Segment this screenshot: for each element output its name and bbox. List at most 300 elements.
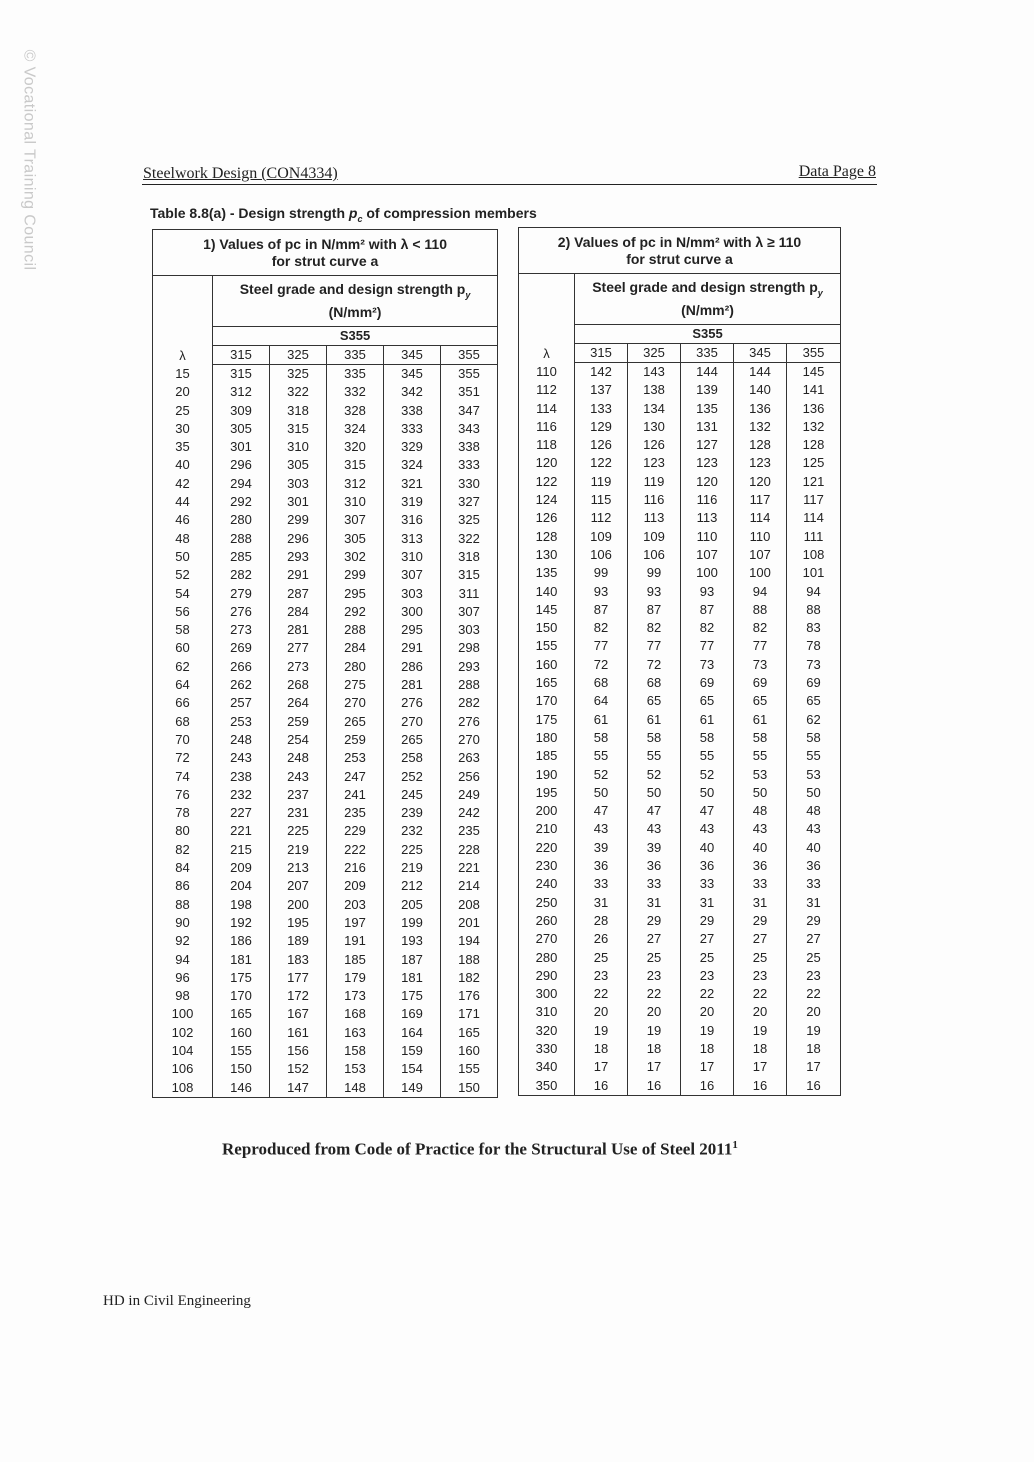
left-pc-cell: 181 — [213, 951, 270, 969]
left-lambda-cell: 44 — [153, 493, 213, 511]
right-pc-cell: 87 — [681, 601, 734, 619]
left-lambda-cell: 94 — [153, 951, 213, 969]
right-pc-cell: 16 — [734, 1077, 787, 1096]
table-title-symbol: p — [348, 205, 358, 221]
right-pc-cell: 93 — [681, 583, 734, 601]
left-pc-cell: 355 — [441, 365, 498, 384]
left-pc-cell: 232 — [384, 822, 441, 840]
right-pc-cell: 87 — [575, 601, 628, 619]
left-pc-cell: 312 — [327, 475, 384, 493]
table-row — [519, 711, 841, 729]
right-lambda-header: λ — [519, 344, 575, 363]
left-pc-cell: 163 — [327, 1024, 384, 1042]
left-pc-cell: 259 — [270, 713, 327, 731]
table-title-subscript: c — [357, 213, 363, 224]
table-row — [519, 454, 841, 472]
right-pc-cell: 23 — [734, 967, 787, 985]
right-lambda-cell: 310 — [519, 1003, 575, 1021]
right-pc-cell: 77 — [734, 637, 787, 655]
right-strength-335: 335 — [681, 344, 734, 363]
right-pc-cell: 50 — [787, 784, 841, 802]
left-pc-cell: 193 — [384, 932, 441, 950]
right-pc-cell: 117 — [787, 491, 841, 509]
left-pc-cell: 286 — [384, 658, 441, 676]
right-lambda-cell: 340 — [519, 1058, 575, 1076]
right-pc-cell: 137 — [575, 381, 628, 399]
right-lambda-cell: 114 — [519, 400, 575, 418]
left-pc-cell: 150 — [213, 1060, 270, 1078]
left-pc-cell: 222 — [327, 841, 384, 859]
left-lambda-cell: 54 — [153, 585, 213, 603]
left-pc-cell: 305 — [213, 420, 270, 438]
left-pc-cell: 332 — [327, 383, 384, 401]
left-lambda-cell: 40 — [153, 456, 213, 474]
right-pc-cell: 58 — [734, 729, 787, 747]
left-pc-cell: 338 — [441, 438, 498, 456]
left-title-line1: 1) Values of pc in N/mm² with λ < 110 — [203, 235, 447, 252]
right-lambda-cell: 290 — [519, 967, 575, 985]
left-pc-cell: 186 — [213, 932, 270, 950]
left-pc-cell: 315 — [441, 566, 498, 584]
left-pc-cell: 197 — [327, 914, 384, 932]
table-row — [153, 1024, 498, 1042]
right-subtitle-line1: Steel grade and design strength p — [592, 279, 818, 296]
left-pc-cell: 295 — [384, 621, 441, 639]
right-pc-cell: 83 — [787, 619, 841, 637]
right-pc-cell: 22 — [734, 985, 787, 1003]
right-pc-cell: 55 — [734, 747, 787, 765]
right-pc-cell: 77 — [575, 637, 628, 655]
right-pc-cell: 61 — [575, 711, 628, 729]
left-pc-cell: 277 — [270, 639, 327, 657]
right-pc-cell: 20 — [787, 1003, 841, 1021]
right-pc-cell: 39 — [575, 839, 628, 857]
left-pc-cell: 207 — [270, 877, 327, 895]
page-footer: HD in Civil Engineering — [103, 1293, 251, 1309]
left-pc-cell: 194 — [441, 932, 498, 950]
left-table-body — [153, 365, 498, 1098]
right-pc-cell: 17 — [734, 1058, 787, 1076]
right-pc-cell: 25 — [681, 949, 734, 967]
right-pc-cell: 16 — [628, 1077, 681, 1096]
table-row — [153, 530, 498, 548]
right-pc-cell: 138 — [628, 381, 681, 399]
left-pc-cell: 147 — [270, 1079, 327, 1098]
right-pc-cell: 43 — [787, 820, 841, 838]
right-pc-cell: 33 — [575, 875, 628, 893]
right-lambda-cell: 210 — [519, 820, 575, 838]
right-pc-cell: 58 — [628, 729, 681, 747]
right-pc-cell: 19 — [681, 1022, 734, 1040]
left-pc-cell: 242 — [441, 804, 498, 822]
right-pc-cell: 25 — [787, 949, 841, 967]
left-lambda-cell: 56 — [153, 603, 213, 621]
left-pc-cell: 235 — [441, 822, 498, 840]
left-strength-355: 355 — [441, 346, 498, 365]
right-pc-cell: 61 — [734, 711, 787, 729]
right-pc-cell: 36 — [787, 857, 841, 875]
right-pc-cell: 144 — [681, 363, 734, 382]
left-pc-cell: 284 — [270, 603, 327, 621]
table-row — [153, 969, 498, 987]
table-row — [153, 1042, 498, 1060]
right-subtitle-line2: (N/mm²) — [681, 301, 734, 318]
right-lambda-cell: 195 — [519, 784, 575, 802]
right-lambda-cell: 155 — [519, 637, 575, 655]
right-pc-cell: 16 — [681, 1077, 734, 1096]
left-pc-cell: 167 — [270, 1005, 327, 1023]
left-pc-cell: 270 — [384, 713, 441, 731]
right-pc-cell: 36 — [575, 857, 628, 875]
right-pc-cell: 93 — [575, 583, 628, 601]
right-pc-cell: 43 — [734, 820, 787, 838]
left-pc-cell: 282 — [441, 694, 498, 712]
left-pc-cell: 296 — [213, 456, 270, 474]
table-row — [153, 896, 498, 914]
table-row — [519, 564, 841, 582]
left-pc-cell: 294 — [213, 475, 270, 493]
right-pc-cell: 31 — [787, 894, 841, 912]
right-pc-cell: 111 — [787, 528, 841, 546]
left-pc-cell: 232 — [213, 786, 270, 804]
table-row — [153, 877, 498, 895]
right-pc-cell: 68 — [628, 674, 681, 692]
left-pc-cell: 295 — [327, 585, 384, 603]
left-pc-cell: 201 — [441, 914, 498, 932]
left-lambda-cell: 58 — [153, 621, 213, 639]
right-pc-cell: 65 — [787, 692, 841, 710]
right-pc-cell: 139 — [681, 381, 734, 399]
table-row — [519, 784, 841, 802]
right-pc-cell: 47 — [575, 802, 628, 820]
left-pc-cell: 175 — [384, 987, 441, 1005]
left-pc-cell: 209 — [327, 877, 384, 895]
right-pc-cell: 58 — [787, 729, 841, 747]
left-pc-cell: 265 — [327, 713, 384, 731]
right-pc-cell: 40 — [734, 839, 787, 857]
right-pc-cell: 65 — [734, 692, 787, 710]
right-pc-cell: 110 — [734, 528, 787, 546]
left-pc-cell: 164 — [384, 1024, 441, 1042]
table-row — [519, 363, 841, 382]
table-row — [519, 418, 841, 436]
watermark-text: © Vocational Training Council — [20, 49, 37, 271]
left-pc-cell: 321 — [384, 475, 441, 493]
left-pc-cell: 281 — [270, 621, 327, 639]
left-lambda-cell: 108 — [153, 1079, 213, 1098]
right-pc-cell: 31 — [575, 894, 628, 912]
table-row — [153, 420, 498, 438]
right-pc-cell: 29 — [734, 912, 787, 930]
table-row — [153, 731, 498, 749]
left-strength-345: 345 — [384, 346, 441, 365]
right-pc-cell: 55 — [575, 747, 628, 765]
left-pc-cell: 221 — [441, 859, 498, 877]
left-pc-cell: 262 — [213, 676, 270, 694]
table-row — [519, 656, 841, 674]
left-pc-cell: 313 — [384, 530, 441, 548]
right-lambda-cell: 330 — [519, 1040, 575, 1058]
left-pc-cell: 342 — [384, 383, 441, 401]
left-pc-cell: 303 — [270, 475, 327, 493]
left-pc-cell: 264 — [270, 694, 327, 712]
right-pc-cell: 20 — [734, 1003, 787, 1021]
left-pc-cell: 254 — [270, 731, 327, 749]
left-pc-cell: 208 — [441, 896, 498, 914]
table-row — [153, 456, 498, 474]
table-row — [153, 548, 498, 566]
right-lambda-cell: 270 — [519, 930, 575, 948]
table-row — [153, 859, 498, 877]
left-pc-cell: 329 — [384, 438, 441, 456]
right-title-line2: for strut curve a — [626, 250, 733, 267]
right-pc-cell: 19 — [575, 1022, 628, 1040]
left-lambda-cell: 15 — [153, 365, 213, 384]
right-pc-cell: 50 — [734, 784, 787, 802]
right-pc-cell: 65 — [681, 692, 734, 710]
right-lambda-cell: 118 — [519, 436, 575, 454]
left-steel-grade: S355 — [213, 327, 498, 346]
left-pc-cell: 330 — [441, 475, 498, 493]
right-strength-header-row — [519, 344, 841, 363]
right-lambda-cell: 190 — [519, 766, 575, 784]
right-lambda-cell: 170 — [519, 692, 575, 710]
right-pc-cell: 114 — [787, 509, 841, 527]
right-lambda-cell: 350 — [519, 1077, 575, 1096]
right-pc-cell: 82 — [628, 619, 681, 637]
left-lambda-blank — [153, 276, 213, 346]
table-row — [519, 985, 841, 1003]
left-pc-cell: 165 — [213, 1005, 270, 1023]
table-row — [153, 658, 498, 676]
right-pc-cell: 73 — [787, 656, 841, 674]
left-pc-cell: 183 — [270, 951, 327, 969]
right-pc-cell: 121 — [787, 473, 841, 491]
right-pc-cell: 141 — [787, 381, 841, 399]
right-pc-cell: 29 — [787, 912, 841, 930]
right-pc-cell: 31 — [628, 894, 681, 912]
right-pc-cell: 36 — [628, 857, 681, 875]
table-row — [519, 674, 841, 692]
left-pc-cell: 160 — [441, 1042, 498, 1060]
right-lambda-cell: 150 — [519, 619, 575, 637]
right-pc-cell: 145 — [787, 363, 841, 382]
right-pc-cell: 69 — [681, 674, 734, 692]
left-title-line2: for strut curve a — [271, 252, 379, 269]
right-strength-315: 315 — [575, 344, 628, 363]
right-pc-cell: 132 — [734, 418, 787, 436]
left-pc-cell: 307 — [327, 511, 384, 529]
table-row — [519, 1022, 841, 1040]
left-strength-header-row — [153, 346, 498, 365]
left-pc-cell: 188 — [441, 951, 498, 969]
right-pc-cell: 69 — [787, 674, 841, 692]
right-lambda-cell: 180 — [519, 729, 575, 747]
left-lambda-cell: 98 — [153, 987, 213, 1005]
left-pc-cell: 177 — [270, 969, 327, 987]
left-lambda-cell: 48 — [153, 530, 213, 548]
left-pc-cell: 322 — [270, 383, 327, 401]
table-title-suffix: of compression members — [362, 205, 537, 221]
table-row — [519, 400, 841, 418]
right-pc-cell: 26 — [575, 930, 628, 948]
table-row — [519, 491, 841, 509]
left-pc-cell: 258 — [384, 749, 441, 767]
left-pc-cell: 302 — [327, 548, 384, 566]
right-table-body — [519, 363, 841, 1096]
left-pc-cell: 315 — [327, 456, 384, 474]
right-lambda-cell: 145 — [519, 601, 575, 619]
right-pc-cell: 22 — [575, 985, 628, 1003]
right-lambda-cell: 250 — [519, 894, 575, 912]
watermark — [6, 30, 50, 290]
left-pc-cell: 243 — [213, 749, 270, 767]
left-lambda-cell: 64 — [153, 676, 213, 694]
left-pc-cell: 205 — [384, 896, 441, 914]
left-pc-cell: 347 — [441, 402, 498, 420]
left-pc-cell: 171 — [441, 1005, 498, 1023]
table-row — [153, 1079, 498, 1098]
left-pc-cell: 281 — [384, 676, 441, 694]
right-pc-cell: 112 — [575, 509, 628, 527]
left-pc-cell: 213 — [270, 859, 327, 877]
right-pc-cell: 69 — [734, 674, 787, 692]
left-pc-cell: 225 — [384, 841, 441, 859]
right-pc-cell: 55 — [681, 747, 734, 765]
right-pc-cell: 125 — [787, 454, 841, 472]
right-pc-cell: 114 — [734, 509, 787, 527]
right-pc-cell: 110 — [681, 528, 734, 546]
left-lambda-cell: 90 — [153, 914, 213, 932]
right-lambda-cell: 130 — [519, 546, 575, 564]
left-pc-cell: 301 — [270, 493, 327, 511]
left-pc-cell: 263 — [441, 749, 498, 767]
table-row — [519, 1077, 841, 1096]
left-pc-cell: 259 — [327, 731, 384, 749]
right-pc-cell: 107 — [681, 546, 734, 564]
left-lambda-cell: 96 — [153, 969, 213, 987]
left-lambda-cell: 30 — [153, 420, 213, 438]
right-pc-cell: 109 — [628, 528, 681, 546]
left-pc-cell: 219 — [384, 859, 441, 877]
course-title: Steelwork Design (CON4334) — [143, 165, 338, 182]
left-pc-cell: 158 — [327, 1042, 384, 1060]
left-pc-cell: 199 — [384, 914, 441, 932]
right-pc-cell: 119 — [628, 473, 681, 491]
right-title-line1: 2) Values of pc in N/mm² with λ ≥ 110 — [557, 233, 802, 250]
table-row — [519, 528, 841, 546]
right-pc-cell: 43 — [628, 820, 681, 838]
right-pc-cell: 31 — [681, 894, 734, 912]
left-pc-cell: 285 — [213, 548, 270, 566]
right-pc-cell: 47 — [681, 802, 734, 820]
right-pc-cell: 31 — [734, 894, 787, 912]
right-pc-cell: 23 — [787, 967, 841, 985]
left-pc-cell: 252 — [384, 768, 441, 786]
right-pc-cell: 107 — [734, 546, 787, 564]
right-pc-cell: 18 — [681, 1040, 734, 1058]
right-pc-cell: 19 — [628, 1022, 681, 1040]
table-row — [153, 804, 498, 822]
table-row — [519, 637, 841, 655]
right-pc-cell: 17 — [628, 1058, 681, 1076]
right-pc-cell: 29 — [681, 912, 734, 930]
table-row — [519, 601, 841, 619]
source-reference-footnote: 1 — [732, 1139, 738, 1151]
right-pc-cell: 82 — [575, 619, 628, 637]
right-pc-cell: 47 — [628, 802, 681, 820]
right-pc-cell: 61 — [681, 711, 734, 729]
left-pc-cell: 311 — [441, 585, 498, 603]
page-number: Data Page 8 — [798, 163, 876, 180]
left-pc-cell: 273 — [213, 621, 270, 639]
right-pc-cell: 50 — [575, 784, 628, 802]
left-lambda-cell: 100 — [153, 1005, 213, 1023]
table-title — [150, 205, 537, 224]
left-pc-cell: 309 — [213, 402, 270, 420]
table-row — [519, 509, 841, 527]
table-row — [519, 912, 841, 930]
left-pc-cell: 227 — [213, 804, 270, 822]
left-lambda-cell: 46 — [153, 511, 213, 529]
right-pc-cell: 18 — [575, 1040, 628, 1058]
right-pc-cell: 53 — [787, 766, 841, 784]
left-pc-cell: 300 — [384, 603, 441, 621]
table-row — [153, 402, 498, 420]
table-row — [153, 676, 498, 694]
left-pc-cell: 185 — [327, 951, 384, 969]
left-pc-cell: 318 — [441, 548, 498, 566]
left-pc-cell: 333 — [384, 420, 441, 438]
table-row — [519, 619, 841, 637]
right-pc-cell: 58 — [681, 729, 734, 747]
right-pc-cell: 25 — [628, 949, 681, 967]
right-pc-cell: 123 — [681, 454, 734, 472]
right-lambda-cell: 112 — [519, 381, 575, 399]
right-pc-cell: 17 — [575, 1058, 628, 1076]
right-pc-cell: 136 — [734, 400, 787, 418]
right-pc-cell: 50 — [681, 784, 734, 802]
right-lambda-cell: 260 — [519, 912, 575, 930]
right-pc-cell: 48 — [787, 802, 841, 820]
right-pc-cell: 127 — [681, 436, 734, 454]
left-strength-325: 325 — [270, 346, 327, 365]
left-pc-cell: 333 — [441, 456, 498, 474]
right-pc-cell: 19 — [787, 1022, 841, 1040]
left-lambda-cell: 74 — [153, 768, 213, 786]
left-pc-cell: 307 — [441, 603, 498, 621]
right-lambda-cell: 165 — [519, 674, 575, 692]
right-pc-cell: 128 — [787, 436, 841, 454]
right-pc-cell: 131 — [681, 418, 734, 436]
table-row — [519, 802, 841, 820]
right-pc-cell: 18 — [628, 1040, 681, 1058]
right-pc-cell: 27 — [734, 930, 787, 948]
right-pc-cell: 20 — [628, 1003, 681, 1021]
left-pc-cell: 221 — [213, 822, 270, 840]
right-table-subtitle — [575, 274, 841, 325]
right-lambda-blank — [519, 274, 575, 344]
right-pc-cell: 55 — [628, 747, 681, 765]
left-pc-cell: 324 — [327, 420, 384, 438]
left-pc-cell: 292 — [213, 493, 270, 511]
left-pc-cell: 328 — [327, 402, 384, 420]
right-pc-cell: 55 — [787, 747, 841, 765]
table-row — [153, 841, 498, 859]
left-pc-cell: 249 — [441, 786, 498, 804]
left-pc-cell: 310 — [270, 438, 327, 456]
left-pc-cell: 276 — [213, 603, 270, 621]
